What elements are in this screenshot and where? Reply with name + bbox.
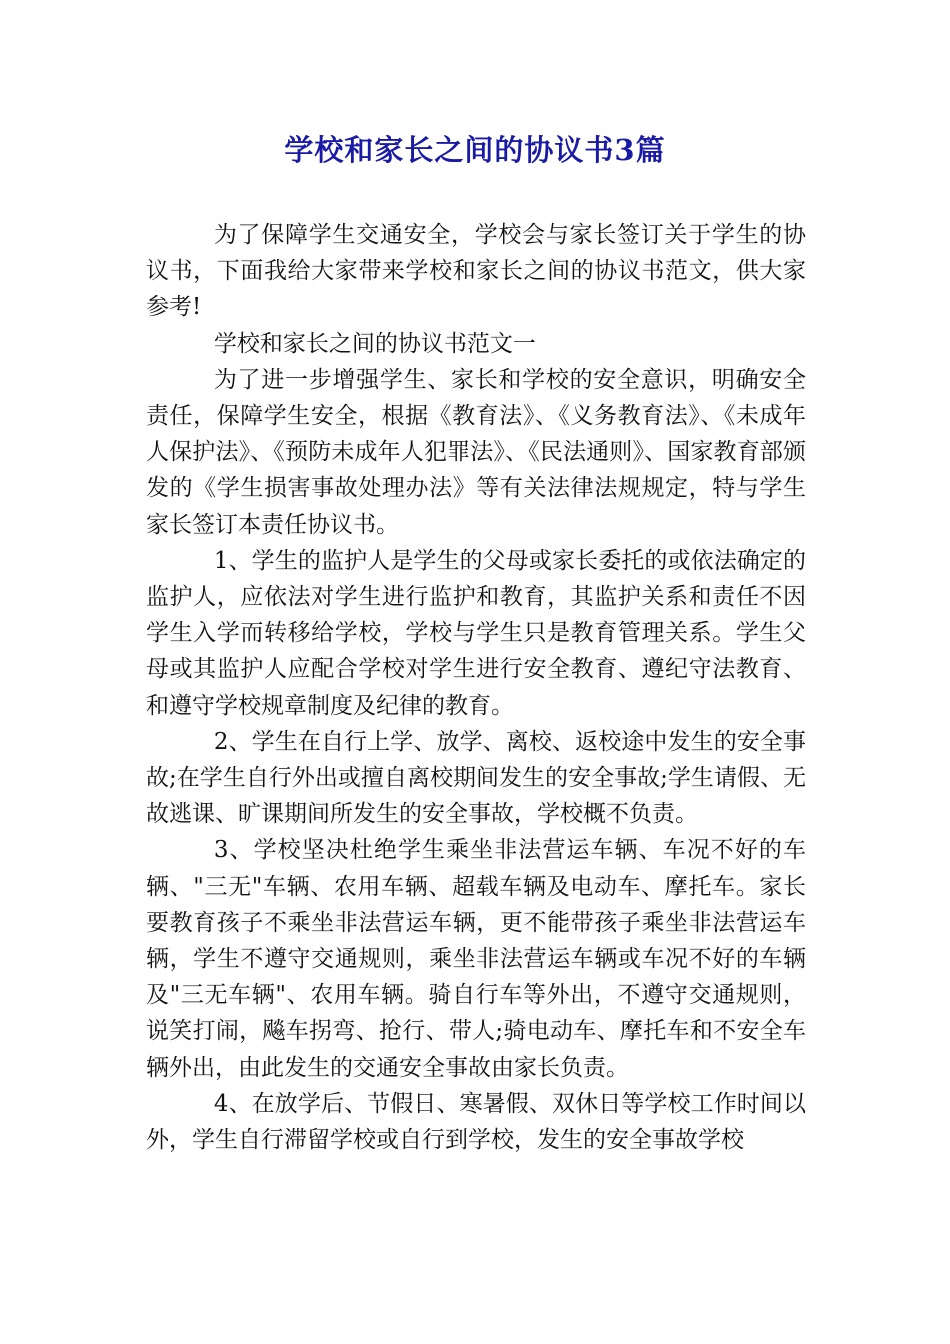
paragraph: 为了保障学生交通安全，学校会与家长签订关于学生的协议书，下面我给大家带来学校和家长之间的协议书范文，供大家参考!: [146, 222, 806, 321]
paragraph: 4、在放学后、节假日、寒暑假、双休日等学校工作时间以外，学生自行滞留学校或自行到学校，发生的安全事故学校: [146, 1090, 806, 1154]
paragraph: 2、学生在自行上学、放学、离校、返校途中发生的安全事故;在学生自行外出或擅自离校期间发生的安全事故;学生请假、无故逃课、旷课期间所发生的安全事故，学校概不负责。: [146, 728, 806, 828]
document-title: 学校和家长之间的协议书3篇: [284, 133, 666, 167]
paragraph: 1、学生的监护人是学生的父母或家长委托的或依法确定的监护人，应依法对学生进行监护和教育，其监护关系和责任不因学生入学而转移给学校，学校与学生只是教育管理关系。学生父母或其监护人应配合学校对学生进行安全教育、遵纪守法教育、和遵守学校规章制度及纪律的教育。: [146, 547, 806, 719]
paragraph: 为了进一步增强学生、家长和学校的安全意识，明确安全责任，保障学生安全，根据《教育法》、《义务教育法》、《未成年人保护法》、《预防未成年人犯罪法》、《民法通则》、国家教育部颁发的《学生损害事故处理办法》等有关法律法规规定，特与学生家长签订本责任协议书。: [146, 366, 806, 538]
document-body: [146, 217, 806, 1158]
section-heading: 学校和家长之间的协议书范文一: [213, 330, 536, 357]
paragraph: 3、学校坚决杜绝学生乘坐非法营运车辆、车况不好的车辆、"三无"车辆、农用车辆、超载车辆及电动车、摩托车。家长要教育孩子不乘坐非法营运车辆，更不能带孩子乘坐非法营运车辆，学生不遵守交通规则，乘坐非法营运车辆或车况不好的车辆及"三无车辆"、农用车辆。骑自行车等外出，不遵守交通规则，说笑打闹，飚车拐弯、抢行、带人;骑电动车、摩托车和不安全车辆外出，由此发生的交通安全事故由家长负责。: [146, 837, 806, 1081]
